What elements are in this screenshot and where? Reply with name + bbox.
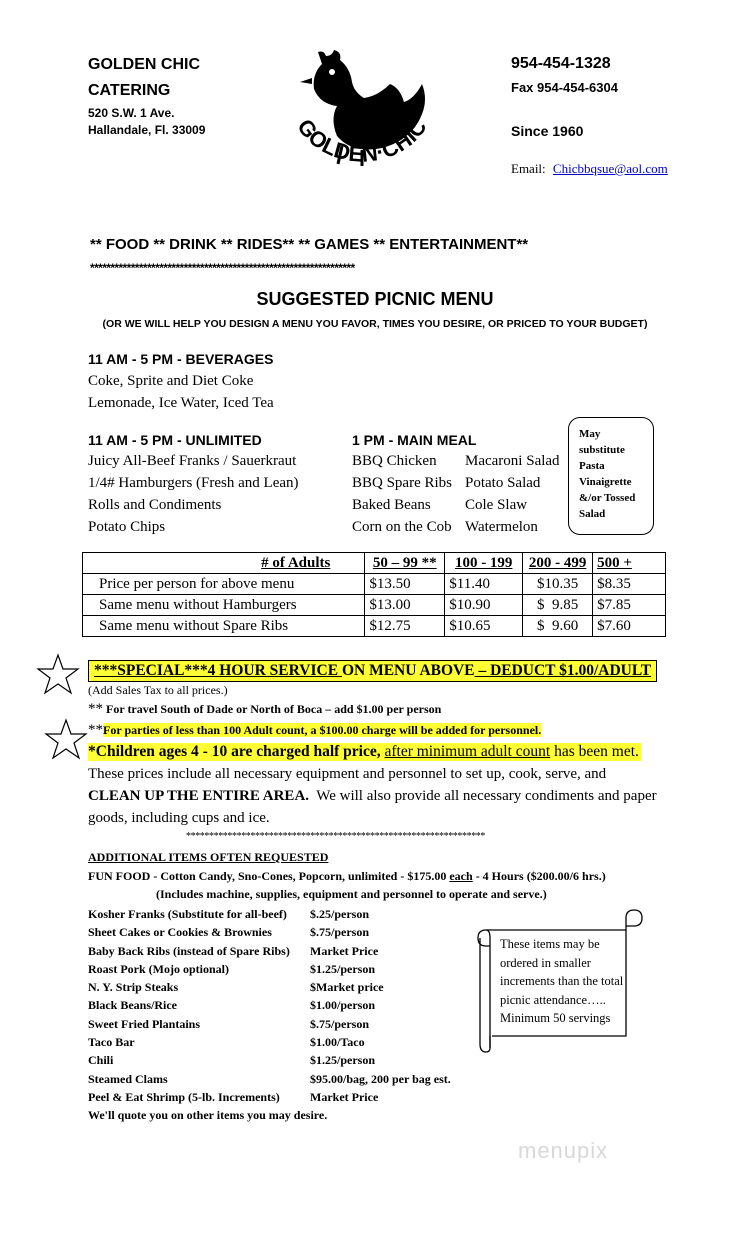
watermark: menupix bbox=[518, 1138, 609, 1163]
main-meal-item: Corn on the Cob bbox=[352, 519, 452, 535]
additional-items-list bbox=[88, 905, 451, 1125]
item-name: Sweet Fried Plantains bbox=[88, 1016, 200, 1031]
item-price: $1.25/person bbox=[310, 1053, 376, 1068]
fun-food-line bbox=[88, 869, 606, 884]
table-cell: $11.40 bbox=[445, 574, 523, 595]
children-note bbox=[88, 743, 641, 761]
children-text: has been met. bbox=[550, 743, 639, 760]
prices-include-line1: These prices include all necessary equipment and personnel to set up, cook, serve, and bbox=[88, 766, 607, 782]
fax-number: Fax 954-454-6304 bbox=[511, 80, 618, 95]
list-item bbox=[88, 960, 451, 978]
table-header: 50 – 99 ** bbox=[365, 553, 445, 574]
beverages-heading: 11 AM - 5 PM - BEVERAGES bbox=[88, 351, 274, 367]
item-name: Baby Back Ribs (instead of Spare Ribs) bbox=[88, 943, 290, 958]
divider-stars: ***************************************************************** bbox=[90, 261, 355, 275]
substitute-note-line: May bbox=[579, 428, 601, 440]
list-item bbox=[88, 1033, 451, 1051]
fun-food-text: - 4 Hours ($200.00/6 hrs.) bbox=[472, 869, 606, 883]
substitute-note-line: Pasta bbox=[579, 460, 605, 472]
list-item bbox=[88, 1070, 451, 1088]
clean-up-text: CLEAN UP THE ENTIRE AREA. bbox=[88, 788, 310, 804]
table-header-row bbox=[83, 553, 666, 574]
unlimited-item: Juicy All-Beef Franks / Sauerkraut bbox=[88, 453, 297, 469]
email-label: Email: bbox=[511, 161, 546, 176]
travel-stars: ** bbox=[88, 701, 103, 717]
substitute-note-box bbox=[568, 417, 654, 535]
item-price: $Market price bbox=[310, 980, 384, 995]
scroll-note-line: Minimum 50 servings bbox=[500, 1011, 611, 1025]
item-price: $.25/person bbox=[310, 907, 370, 921]
children-text: after minimum adult count bbox=[384, 743, 551, 760]
logo-text: GOLDEN·CHIC bbox=[292, 114, 432, 167]
table-cell: $10.90 bbox=[445, 595, 523, 616]
main-meal-item: Macaroni Salad bbox=[465, 453, 560, 469]
main-meal-item: Watermelon bbox=[465, 519, 538, 535]
prices-include-text: We will also provide all necessary condiments and paper bbox=[309, 788, 657, 804]
menu-title: SUGGESTED PICNIC MENU bbox=[256, 289, 494, 309]
scroll-note-line: These items may be bbox=[500, 937, 600, 951]
special-text: ***SPECIAL***4 HOUR SERVICE bbox=[94, 662, 342, 679]
unlimited-heading: 11 AM - 5 PM - UNLIMITED bbox=[88, 432, 262, 448]
address-line2: Hallandale, Fl. 33009 bbox=[88, 123, 206, 137]
parties-text: For parties of less than 100 Adult count, a $100.00 charge will be added for personnel. bbox=[103, 723, 542, 737]
star-icon bbox=[36, 653, 80, 695]
list-item bbox=[88, 923, 451, 941]
table-row bbox=[83, 595, 666, 616]
list-item bbox=[88, 905, 451, 923]
table-cell: Same menu without Hamburgers bbox=[83, 595, 365, 616]
substitute-note-line: substitute bbox=[579, 444, 625, 456]
table-cell: $10.65 bbox=[445, 616, 523, 637]
table-cell: Price per person for above menu bbox=[83, 574, 365, 595]
children-text: *Children ages 4 - 10 are charged half price, bbox=[88, 743, 385, 760]
since-year: Since 1960 bbox=[511, 123, 584, 139]
special-banner bbox=[88, 660, 657, 682]
item-name: Sheet Cakes or Cookies & Brownies bbox=[88, 925, 272, 940]
list-item bbox=[88, 1015, 451, 1033]
table-cell: $7.60 bbox=[593, 616, 666, 637]
phone-number: 954-454-1328 bbox=[511, 55, 611, 72]
item-price: $.75/person bbox=[310, 1016, 370, 1031]
fun-food-text: FUN FOOD - Cotton Candy, Sno-Cones, Popcorn, unlimited - $175.00 bbox=[88, 869, 450, 883]
table-row bbox=[83, 616, 666, 637]
table-cell: $10.35 bbox=[523, 574, 593, 595]
item-name: Roast Pork (Mojo optional) bbox=[88, 961, 229, 976]
item-name: Chili bbox=[88, 1053, 114, 1068]
company-name-line2: CATERING bbox=[88, 82, 171, 99]
unlimited-item: 1/4# Hamburgers (Fresh and Lean) bbox=[88, 475, 299, 491]
item-price: Market Price bbox=[310, 1089, 379, 1104]
table-cell: $8.35 bbox=[593, 574, 666, 595]
table-cell: $13.50 bbox=[365, 574, 445, 595]
additional-heading: ADDITIONAL ITEMS OFTEN REQUESTED bbox=[88, 850, 329, 864]
email-link[interactable]: Chicbbqsue@aol.com bbox=[552, 161, 668, 176]
table-header: 100 - 199 bbox=[445, 553, 523, 574]
item-name: N. Y. Strip Steaks bbox=[88, 980, 179, 995]
address-line1: 520 S.W. 1 Ave. bbox=[88, 106, 175, 120]
table-header: 200 - 499 bbox=[523, 553, 593, 574]
price-table bbox=[82, 552, 666, 637]
item-name: Taco Bar bbox=[88, 1035, 135, 1050]
main-meal-item: Baked Beans bbox=[352, 497, 431, 513]
item-name: Black Beans/Rice bbox=[88, 998, 177, 1013]
list-item bbox=[88, 942, 451, 960]
beverage-item: Lemonade, Ice Water, Iced Tea bbox=[88, 395, 274, 411]
item-price: $1.25/person bbox=[310, 961, 376, 976]
table-cell: $ 9.85 bbox=[523, 595, 593, 616]
parties-note bbox=[88, 722, 541, 739]
travel-text: For travel South of Dade or North of Boca – add $1.00 per person bbox=[103, 702, 442, 716]
item-name: Kosher Franks (Substitute for all-beef) bbox=[88, 907, 287, 921]
fun-food-each: each bbox=[449, 869, 473, 883]
substitute-note-line: Vinaigrette bbox=[579, 476, 632, 488]
main-meal-item: Cole Slaw bbox=[465, 497, 528, 513]
tagline: ** FOOD ** DRINK ** RIDES** ** GAMES ** ENTERTAINMENT** bbox=[90, 236, 529, 253]
table-cell: Same menu without Spare Ribs bbox=[83, 616, 365, 637]
item-price: $1.00/person bbox=[310, 998, 376, 1013]
item-price: Market Price bbox=[310, 943, 379, 958]
table-cell: $13.00 bbox=[365, 595, 445, 616]
star-icon bbox=[44, 718, 88, 760]
table-cell: $ 9.60 bbox=[523, 616, 593, 637]
scroll-note-line: picnic attendance….. bbox=[500, 992, 606, 1007]
divider-stars-2: ***************************************************************** bbox=[186, 831, 486, 842]
list-item bbox=[88, 978, 451, 996]
email-line bbox=[511, 161, 668, 177]
item-name: Peel & Eat Shrimp (5-lb. Increments) bbox=[88, 1089, 280, 1104]
main-meal-item: BBQ Spare Ribs bbox=[352, 475, 453, 491]
fun-food-note: (Includes machine, supplies, equipment and personnel to operate and serve.) bbox=[156, 887, 547, 901]
item-price: $95.00/bag, 200 per bag est. bbox=[310, 1071, 451, 1086]
list-item bbox=[88, 1051, 451, 1069]
company-name-line1: GOLDEN CHIC bbox=[88, 56, 200, 73]
substitute-note-line: &/or Tossed bbox=[579, 492, 636, 504]
prices-include-line2 bbox=[88, 788, 657, 805]
quote-line: We'll quote you on other items you may desire. bbox=[88, 1108, 328, 1123]
main-meal-heading: 1 PM - MAIN MEAL bbox=[352, 432, 477, 448]
item-price: $1.00/Taco bbox=[310, 1035, 365, 1050]
table-header: # of Adults bbox=[83, 553, 365, 574]
scroll-note-line: ordered in smaller bbox=[500, 955, 591, 970]
main-meal-item: BBQ Chicken bbox=[352, 453, 437, 469]
table-row bbox=[83, 574, 666, 595]
menu-subtitle: (OR WE WILL HELP YOU DESIGN A MENU YOU FAVOR, TIMES YOU DESIRE, OR PRICED TO YOUR BUDGET) bbox=[102, 318, 648, 330]
golden-chic-logo bbox=[282, 44, 442, 196]
special-text: – DEDUCT $1.00/ADULT bbox=[474, 662, 652, 679]
sales-tax-note: (Add Sales Tax to all prices.) bbox=[88, 683, 228, 697]
unlimited-item: Potato Chips bbox=[88, 519, 166, 535]
list-item bbox=[88, 1088, 451, 1106]
scroll-note-text bbox=[500, 935, 623, 1028]
prices-include-line3: goods, including cups and ice. bbox=[88, 810, 270, 826]
main-meal-item: Potato Salad bbox=[465, 475, 541, 491]
parties-stars: ** bbox=[88, 722, 103, 738]
substitute-note-line: Salad bbox=[579, 508, 606, 520]
beverage-item: Coke, Sprite and Diet Coke bbox=[88, 373, 254, 389]
special-text: ON MENU ABOVE bbox=[341, 662, 475, 679]
table-header: 500 + bbox=[593, 553, 666, 574]
scroll-note-line: increments than the total bbox=[500, 974, 624, 988]
list-item bbox=[88, 996, 451, 1014]
item-name: Steamed Clams bbox=[88, 1071, 168, 1086]
table-cell: $7.85 bbox=[593, 595, 666, 616]
unlimited-item: Rolls and Condiments bbox=[88, 497, 222, 513]
table-cell: $12.75 bbox=[365, 616, 445, 637]
item-price: $.75/person bbox=[310, 925, 370, 940]
travel-note bbox=[88, 701, 441, 718]
